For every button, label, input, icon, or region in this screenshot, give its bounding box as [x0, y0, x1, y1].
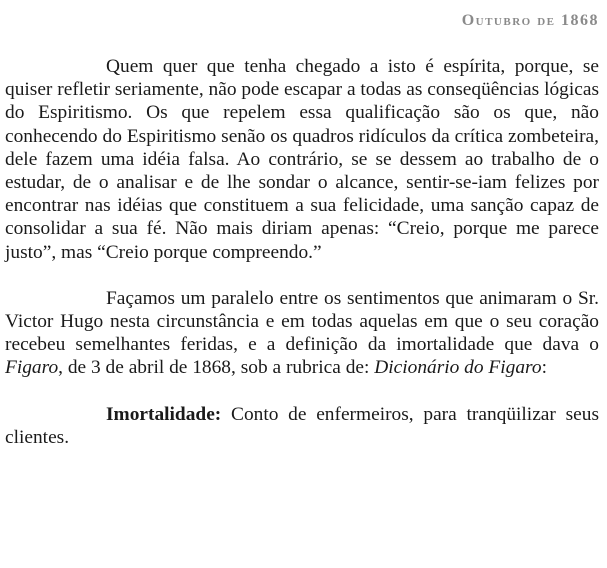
page-body	[5, 55, 599, 449]
definition-text: Conto de enfermeiros, para tranqüilizar seus clientes.	[5, 403, 599, 448]
figaro-title: Figaro	[5, 357, 59, 379]
paragraph-3	[5, 403, 599, 449]
dictionary-title: Dicionário do Figaro	[374, 357, 542, 379]
paragraph-2-text-c: :	[541, 357, 547, 379]
paragraph-2-text-a: Façamos um paralelo entre os sentimentos que animaram o Sr. Victor Hugo nesta circunstância e em todas aquelas em que o seu coração recebeu semelhantes feridas, e a definição da imortalidade que dava o	[5, 287, 599, 356]
paragraph-1: Quem quer que tenha chegado a isto é espírita, porque, se quiser refletir seriamente, não pode escapar a todas as conseqüências lógicas do Espiritismo. Os que repelem essa qualificação são os que, não conhecendo do Espiritismo senão os quadros ridículos da crítica zombeteira, dele fazem uma idéia falsa. Ao contrário, se se dessem ao trabalho de o estudar, de o analisar e de lhe sondar o alcance, sentir-se-iam felizes por encontrar nas idéias que constituem a sua felicidade, uma sanção capaz de consolidar a sua fé. Não mais diriam apenas: “Creio, porque me parece justo”, mas “Creio porque compreendo.”	[5, 56, 599, 263]
running-header: Outubro de 1868	[461, 12, 599, 29]
paragraph-2-text-b: , de 3 de abril de 1868, sob a rubrica de:	[58, 357, 375, 379]
definition-term: Imortalidade:	[106, 403, 222, 425]
paragraph-2	[5, 287, 599, 380]
